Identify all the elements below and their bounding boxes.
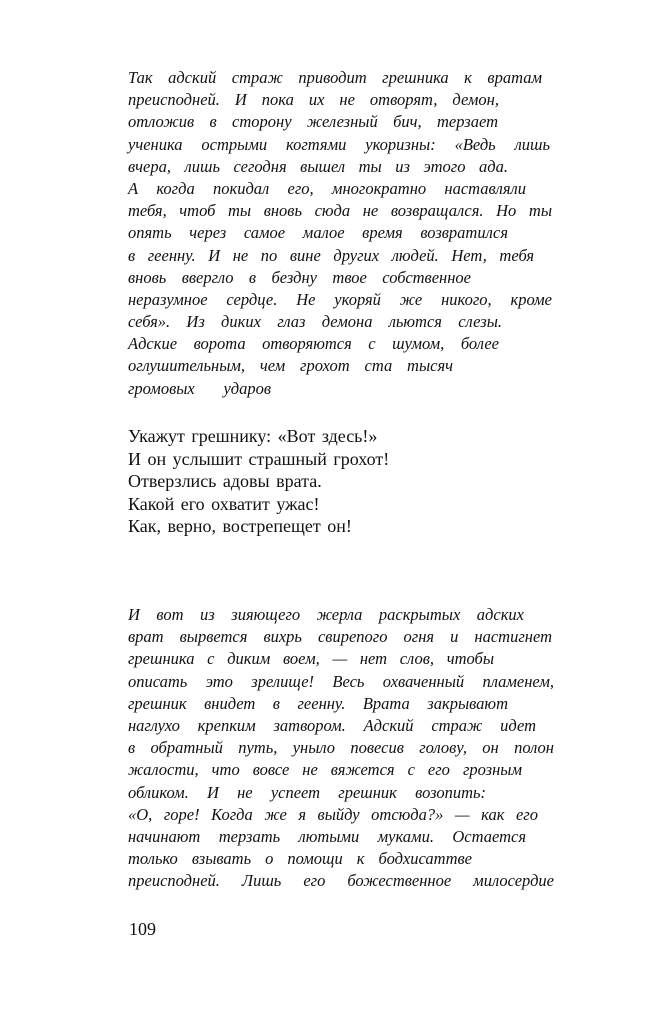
- text-line: начинают терзать лютыми муками. Остается: [128, 826, 526, 846]
- text-line: наглухо крепким затвором. Адский страж идет: [128, 715, 536, 735]
- text-line: «О, горе! Когда же я выйду отсюда?» — как его: [128, 804, 538, 824]
- text-line: грешник внидет в геенну. Врата закрывают: [128, 693, 508, 713]
- text-line: А когда покидал его, многократно наставляли: [128, 178, 526, 198]
- text-line: тебя, чтоб ты вновь сюда не возвращался. Но ты: [128, 201, 552, 221]
- text-line: вчера, лишь сегодня вышел ты из этого ада.: [128, 156, 508, 176]
- text-line: обликом. И не успеет грешник возопить:: [128, 782, 486, 802]
- text-line: ученика острыми когтями укоризны: «Ведь лишь: [128, 134, 550, 154]
- text-line: преисподней. И пока их не отворят, демон,: [128, 90, 499, 110]
- text-line: в геенну. И не по вине других людей. Нет, тебя: [128, 245, 534, 265]
- text-line: себя». Из диких глаз демона льются слезы.: [128, 312, 502, 332]
- text-line: оглушительным, чем грохот ста тысяч: [128, 356, 453, 376]
- verse-line: Укажут грешнику: «Вот здесь!»: [128, 426, 378, 446]
- verse-line: Какой его охватит ужас!: [128, 493, 320, 514]
- verse-line: Отверзлись адовы врата.: [128, 471, 322, 491]
- text-line: только взывать о помощи к бодхисаттве: [128, 849, 472, 869]
- text-line: преисподней. Лишь его божественное милосердие: [128, 871, 554, 891]
- text-line: жалости, что вовсе не вяжется с его грозным: [128, 760, 522, 780]
- verse-line: Как, верно, вострепещет он!: [128, 516, 352, 536]
- text-line: опять через самое малое время возвратился: [128, 223, 508, 243]
- verse: [128, 425, 556, 538]
- paragraph-2: [128, 604, 556, 892]
- text-line: отложив в сторону железный бич, терзает: [128, 112, 498, 132]
- paragraph-1: [128, 67, 556, 400]
- text-line: вновь ввергло в бездну твое собственное: [128, 267, 471, 287]
- verse-line: И он услышит страшный грохот!: [128, 448, 390, 469]
- text-line: неразумное сердце. Не укоряй же никого, кроме: [128, 289, 552, 309]
- text-line: грешника с диким воем, — нет слов, чтобы: [128, 649, 494, 669]
- text-line: Так адский страж приводит грешника к вратам: [128, 68, 542, 87]
- text-line: описать это зрелище! Весь охваченный пламенем,: [128, 671, 554, 691]
- text-line: в обратный путь, уныло повесив голову, он полон: [128, 738, 554, 758]
- text-line: Адские ворота отворяются с шумом, более: [128, 334, 499, 354]
- text-line: И вот из зияющего жерла раскрытых адских: [128, 605, 524, 624]
- text-line: врат вырвется вихрь свирепого огня и настигнет: [128, 627, 552, 647]
- page-number: 109: [129, 919, 156, 939]
- text-line: громовых ударов: [128, 378, 271, 398]
